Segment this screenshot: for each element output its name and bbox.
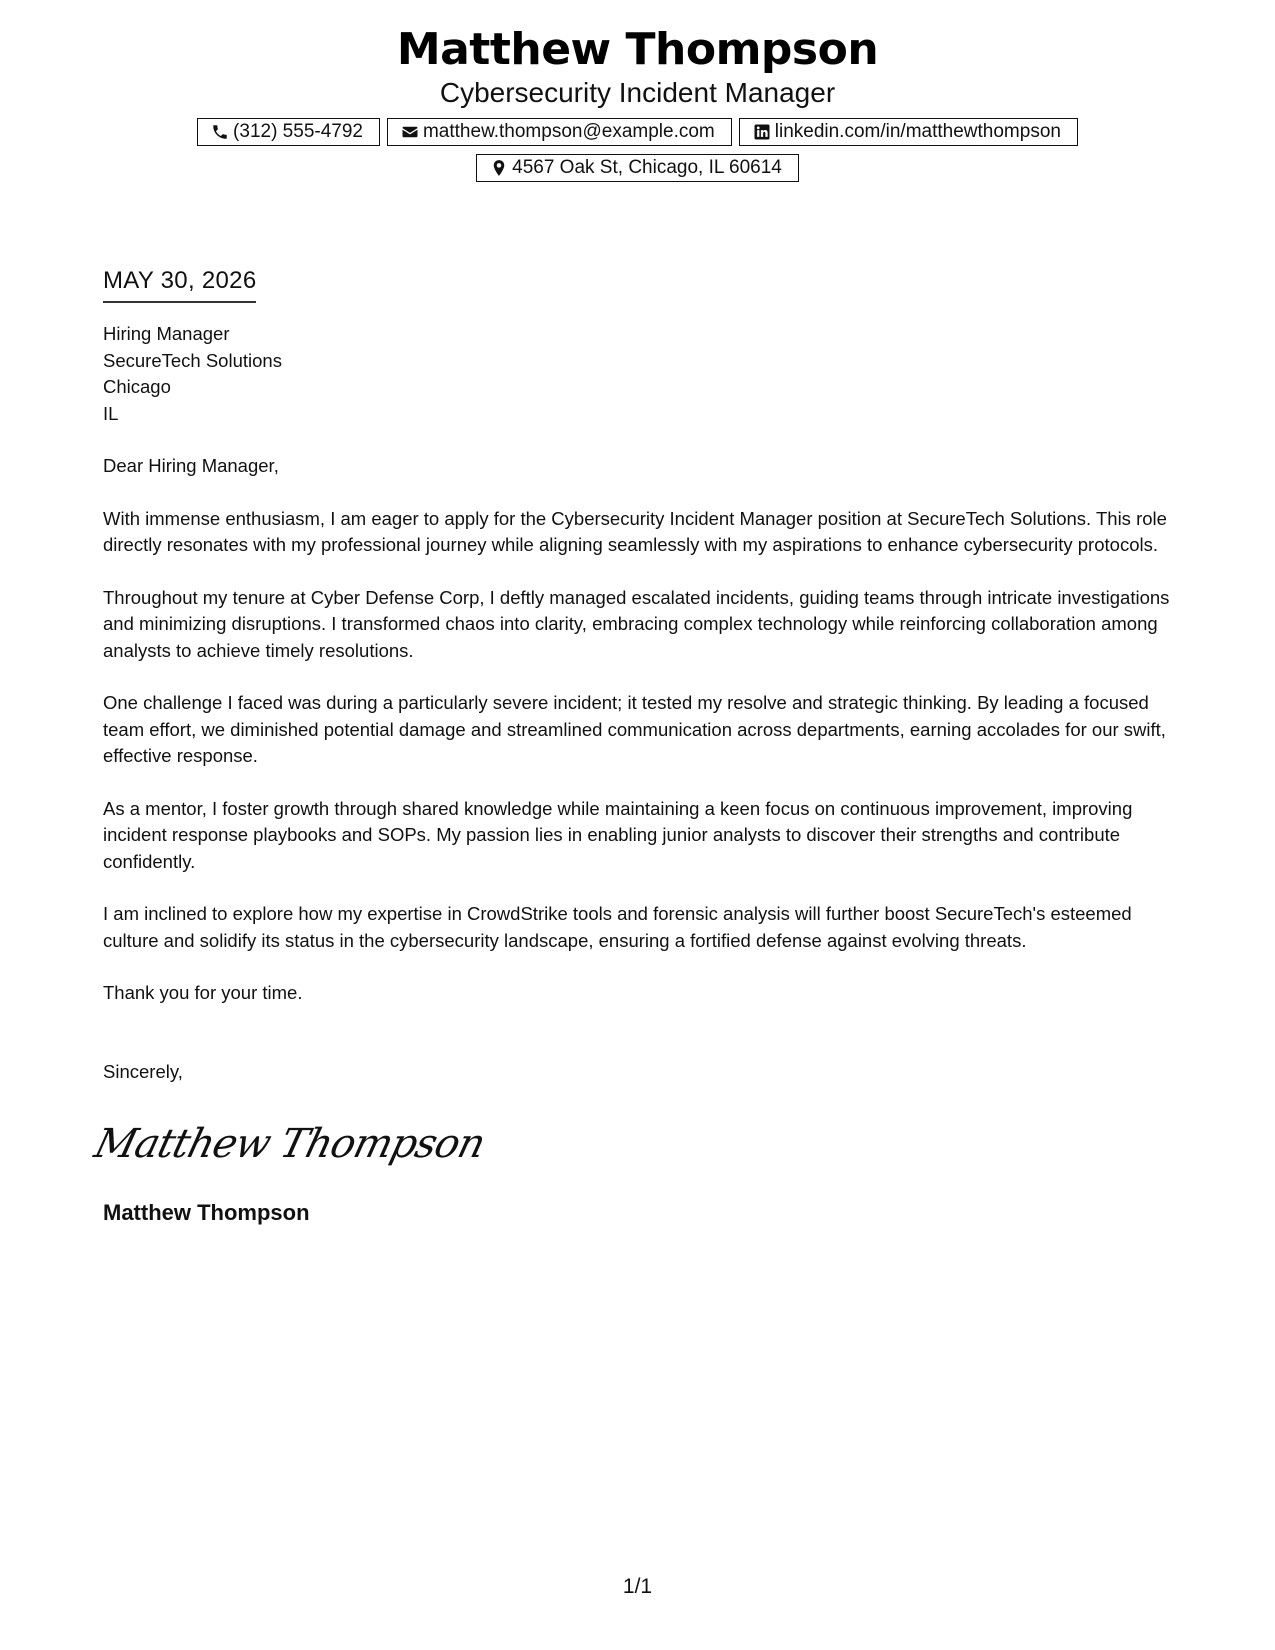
letter-date: MAY 30, 2026: [103, 266, 256, 303]
recipient-state: IL: [103, 402, 119, 424]
contact-email[interactable]: [387, 118, 732, 146]
recipient-company: SecureTech Solutions: [103, 349, 282, 371]
signature-text: Matthew Thompson: [90, 1119, 490, 1167]
recipient-block: [103, 321, 1173, 427]
contact-info: [138, 118, 1138, 182]
phone-text: (312) 555-4792: [233, 121, 363, 142]
body-paragraph: I am inclined to explore how my expertise in CrowdStrike tools and forensic analysis will further boost SecureTech's esteemed culture and solidify its status in the cybersecurity landscape, ensuring a fortified defense against evolving threats.: [103, 903, 1132, 951]
closing-line: Sincerely,: [103, 1060, 183, 1082]
address-text: 4567 Oak St, Chicago, IL 60614: [512, 157, 782, 178]
recipient-city: Chicago: [103, 376, 171, 397]
email-text: matthew.thompson@example.com: [422, 121, 715, 142]
contact-address: [476, 154, 799, 182]
map-pin-icon: [490, 159, 508, 177]
body-paragraph: As a mentor, I foster growth through shared knowledge while maintaining a keen focus on continuous improvement, improving incident response playbooks and SOPs. My passion lies in enabling junior analysts to discover their strengths and contribute confidently.: [103, 797, 1133, 872]
signer-name: Matthew Thompson: [103, 1200, 310, 1225]
envelope-icon: [401, 123, 419, 141]
linkedin-text: linkedin.com/in/matthewthompson: [774, 121, 1061, 142]
letter-header: [0, 24, 1275, 182]
linkedin-icon: [753, 123, 771, 141]
contact-phone[interactable]: [197, 118, 380, 146]
page-number: 1/1: [622, 1575, 653, 1598]
thank-you-line: Thank you for your time.: [103, 982, 303, 1003]
applicant-name: Matthew Thompson: [396, 24, 879, 75]
contact-linkedin[interactable]: [739, 118, 1078, 146]
body-paragraph: One challenge I faced was during a particularly severe incident; it tested my resolve and strategic thinking. By leading a focused team effort, we diminished potential damage and streamlined communication across departments, earning accolades for our swift, effective response.: [103, 692, 1166, 766]
body-paragraph: Throughout my tenure at Cyber Defense Corp, I deftly managed escalated incidents, guiding teams through intricate investigations and minimizing disruptions. I transformed chaos into clarity, embracing complex technology while reinforcing collaboration among analysts to achieve timely resolutions.: [103, 586, 1170, 661]
recipient-title: Hiring Manager: [103, 323, 230, 344]
letter-body: [90, 266, 1173, 1227]
phone-icon: [211, 123, 229, 141]
handwritten-signature: [90, 1115, 490, 1173]
salutation: Dear Hiring Manager,: [103, 455, 279, 476]
body-paragraph: With immense enthusiasm, I am eager to apply for the Cybersecurity Incident Manager position at SecureTech Solutions. This role directly resonates with my professional journey while aligning seamlessly with my aspirations to enhance cybersecurity protocols.: [103, 507, 1167, 555]
applicant-role: Cybersecurity Incident Manager: [439, 77, 836, 108]
